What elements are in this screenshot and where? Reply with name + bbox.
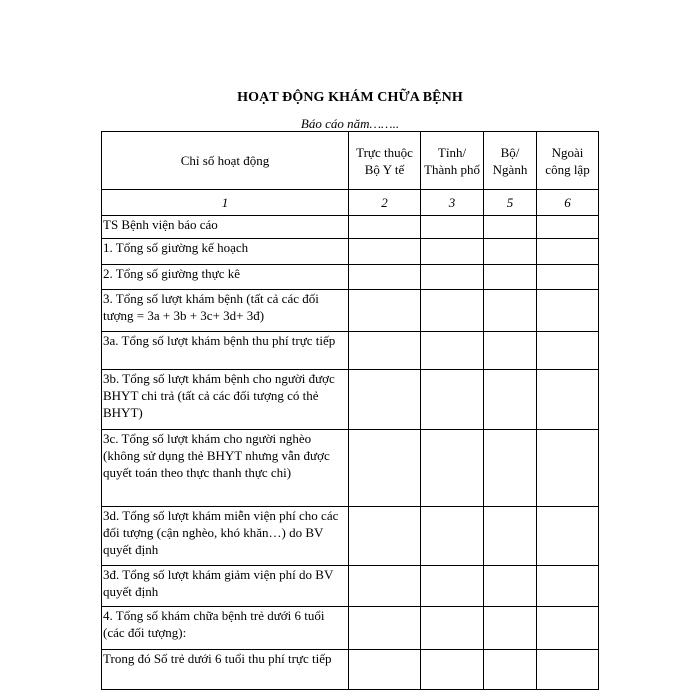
table-row: [102, 430, 599, 507]
row-label: 3đ. Tổng số lượt khám giảm viện phí do BV quyết định: [102, 566, 349, 607]
row-label: TS Bệnh viện báo cáo: [102, 216, 349, 239]
header-cell-private: Ngoài công lập: [537, 132, 599, 190]
table-row: [102, 239, 599, 265]
column-number: 3: [421, 190, 484, 216]
table-row: [102, 370, 599, 430]
document-subtitle: Báo cáo năm……..: [300, 116, 400, 131]
table-row: [102, 216, 599, 239]
table-row: [102, 265, 599, 290]
table-row: [102, 607, 599, 650]
row-label: 3a. Tổng số lượt khám bệnh thu phí trực tiếp: [102, 332, 349, 370]
header-cell-province: Tỉnh/ Thành phố: [421, 132, 484, 190]
row-label: 3c. Tổng số lượt khám cho người nghèo (không sử dụng thẻ BHYT nhưng vẫn được quyết toán theo thực thanh thực chi): [102, 430, 349, 507]
table-row: [102, 507, 599, 566]
column-number-row: [102, 190, 599, 216]
activity-table: [101, 131, 599, 690]
row-label: 3. Tổng số lượt khám bệnh (tất cả các đối tượng = 3a + 3b + 3c+ 3d+ 3đ): [102, 290, 349, 332]
row-label: 3d. Tổng số lượt khám miễn viện phí cho các đối tượng (cận nghèo, khó khăn…) do BV quyết định: [102, 507, 349, 566]
table-row: [102, 566, 599, 607]
header-cell-ministry: Trực thuộc Bộ Y tế: [349, 132, 421, 190]
row-label: 1. Tổng số giường kế hoạch: [102, 239, 349, 265]
document-title: HOẠT ĐỘNG KHÁM CHỮA BỆNH: [237, 90, 463, 105]
column-number: 6: [537, 190, 599, 216]
header-cell-sector: Bộ/ Ngành: [484, 132, 537, 190]
row-label: 2. Tổng số giường thực kê: [102, 265, 349, 290]
row-label: 3b. Tổng số lượt khám bệnh cho người được BHYT chi trả (tất cả các đối tượng có thẻ BHYT): [102, 370, 349, 430]
header-row: [102, 132, 599, 190]
table-row: [102, 650, 599, 690]
row-label: 4. Tổng số khám chữa bệnh trẻ dưới 6 tuổi (các đối tượng):: [102, 607, 349, 650]
table-row: [102, 290, 599, 332]
table-row: [102, 332, 599, 370]
column-number: 2: [349, 190, 421, 216]
header-cell-indicator: Chỉ số hoạt động: [102, 132, 349, 190]
row-label: Trong đó Số trẻ dưới 6 tuổi thu phí trực tiếp: [102, 650, 349, 690]
column-number: 1: [102, 190, 349, 216]
column-number: 5: [484, 190, 537, 216]
